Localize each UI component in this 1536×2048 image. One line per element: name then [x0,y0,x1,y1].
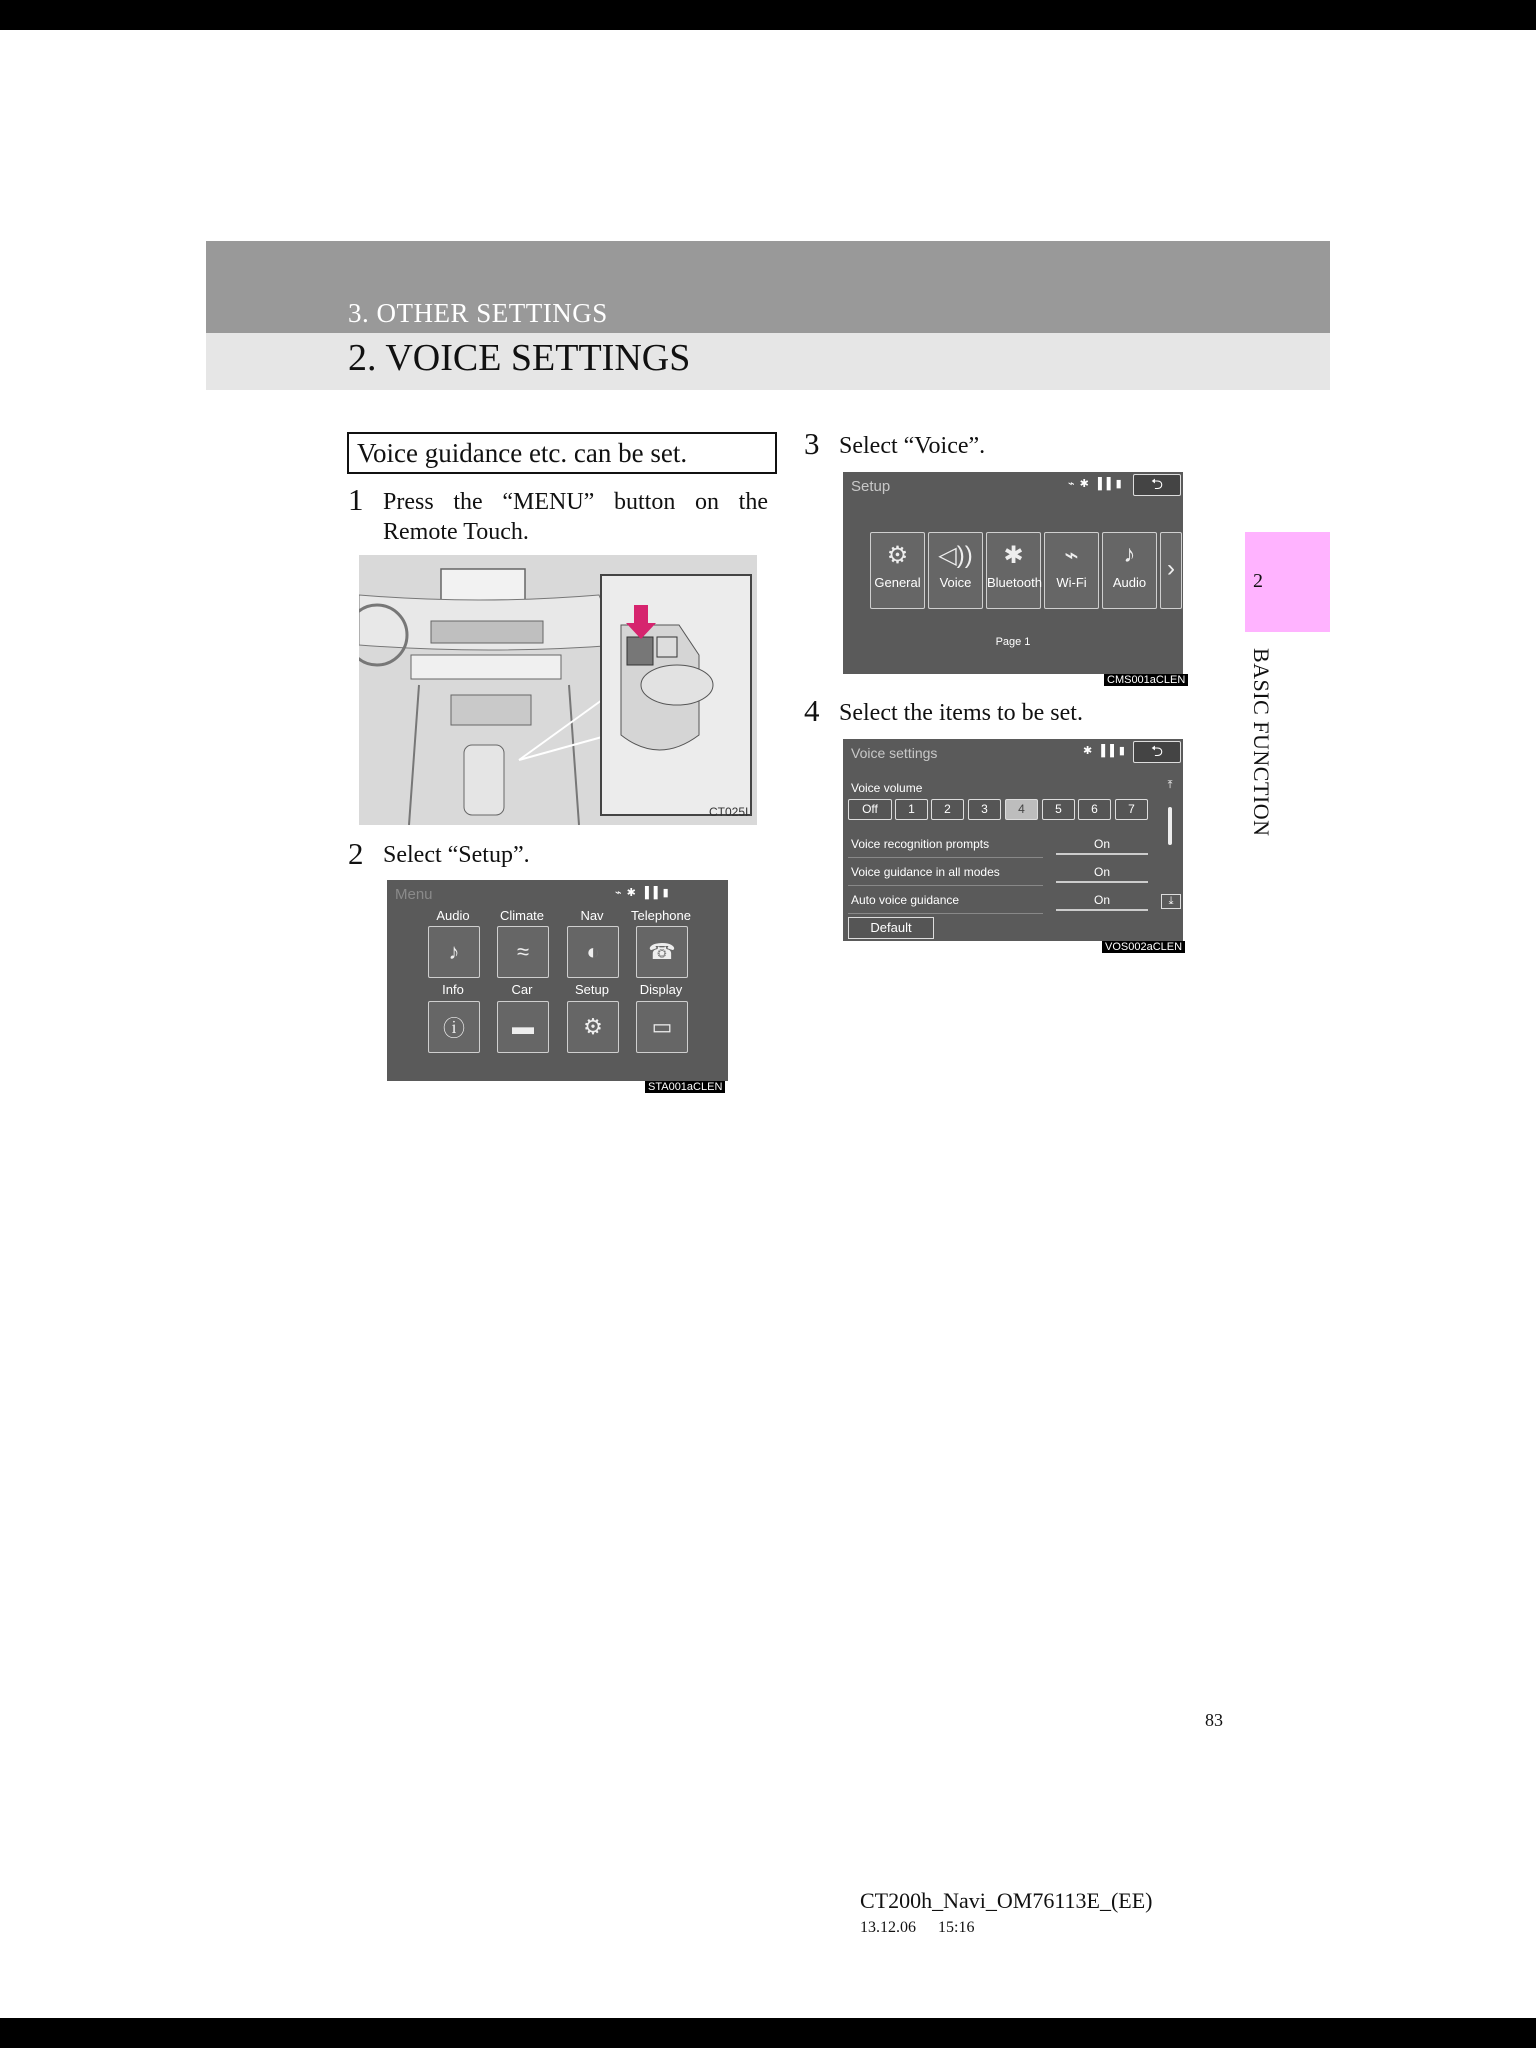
footer-document-id: CT200h_Navi_OM76113E_(EE) [860,1888,1153,1913]
menu-telephone-button[interactable] [636,926,688,978]
wifi-icon: ⌁ [1064,542,1079,569]
figure-code: CT025I [709,805,749,819]
setup-voice-button[interactable] [928,532,983,609]
menu-label-display: Display [639,982,683,997]
setup-wifi-button[interactable] [1044,532,1099,609]
setup-general-label: General [874,575,921,590]
page-number: 83 [1205,1710,1223,1730]
speaker-icon: ◁)) [938,542,973,569]
chapter-number: 2 [1253,570,1263,592]
page-title: 2. VOICE SETTINGS [348,337,691,379]
default-button[interactable]: Default [848,917,934,939]
setup-audio-button[interactable] [1102,532,1157,609]
menu-label-audio: Audio [436,908,470,923]
next-page-button[interactable] [1160,532,1182,609]
chapter-label: BASIC FUNCTION [1249,648,1274,837]
step-1-text: Press the “MENU” button on the Remote Touch. [383,489,768,545]
status-icons: ✱ ▐▐ ▮ [1083,745,1126,757]
volume-1-button[interactable]: 1 [895,799,928,820]
auto-voice-guidance-toggle[interactable]: On [1093,893,1110,907]
scroll-up-icon[interactable]: ⤒ [1167,779,1173,791]
music-note-icon: ♪ [1123,541,1136,568]
scrollbar[interactable] [1168,807,1172,845]
music-note-icon: ♪ [448,939,460,964]
volume-4-button[interactable]: 4 [1005,799,1038,820]
status-icons: ⌁ ✱ ▐▐ ▮ [615,887,670,899]
dashboard-drawing [359,555,757,825]
setup-screen-title: Setup [851,478,891,495]
footer-date: 13.12.06 [860,1919,916,1936]
voice-guidance-all-modes-label: Voice guidance in all modes [851,865,1000,879]
voice-recognition-prompts-toggle[interactable]: On [1093,837,1110,851]
toggle-underline [1056,909,1148,911]
setup-gear-icon: ⚙ [583,1014,603,1039]
voice-guidance-all-modes-toggle[interactable]: On [1093,865,1110,879]
step-2-number: 2 [348,836,364,871]
monitor-icon: ▭ [651,1014,673,1039]
remote-touch-illustration [359,555,757,825]
step-1-number: 1 [348,482,364,517]
menu-label-setup: Setup [575,982,609,997]
intro-box: Voice guidance etc. can be set. [347,432,777,474]
page-indicator: Page 1 [995,636,1031,648]
car-icon: ▬ [512,1014,534,1039]
back-arrow-icon: ⮌ [1150,476,1163,493]
bluetooth-icon: ✱ [1003,542,1024,569]
step-2-text: Select “Setup”. [383,842,530,868]
setup-general-button[interactable] [870,532,925,609]
figure-code: VOS002aCLEN [1102,941,1185,953]
row-divider [848,885,1043,886]
figure-code: STA001aCLEN [645,1081,725,1093]
volume-7-button[interactable]: 7 [1115,799,1148,820]
volume-2-button[interactable]: 2 [931,799,964,820]
menu-label-info: Info [442,982,464,997]
step-3-number: 3 [804,426,820,461]
menu-label-telephone: Telephone [631,908,691,923]
menu-display-button[interactable] [636,1001,688,1053]
setup-bluetooth-button[interactable] [986,532,1041,609]
chevron-right-icon: › [1167,555,1175,582]
setup-bluetooth-label: Bluetooth [987,575,1042,590]
menu-setup-button[interactable] [567,1001,619,1053]
menu-label-climate: Climate [499,908,545,923]
voice-volume-label: Voice volume [851,781,923,795]
back-arrow-icon: ⮌ [1150,743,1163,760]
status-icons: ⌁ ✱ ▐▐ ▮ [1068,478,1123,490]
step-4-number: 4 [804,693,820,728]
menu-info-button[interactable] [428,1001,480,1053]
step-4-text: Select the items to be set. [839,700,1083,726]
setup-audio-label: Audio [1112,575,1147,590]
menu-screen-title: Menu [395,886,433,903]
row-divider [848,913,1043,914]
toggle-underline [1056,881,1148,883]
menu-screen [387,880,728,1081]
back-button[interactable] [1133,741,1181,763]
volume-6-button[interactable]: 6 [1078,799,1111,820]
bottom-border [0,2018,1536,2048]
footer-time: 15:16 [938,1919,975,1936]
menu-car-button[interactable] [497,1001,549,1053]
volume-off-button[interactable]: Off [848,799,892,820]
info-icon: ⓘ [442,1015,465,1041]
voice-settings-title: Voice settings [851,745,938,761]
setup-wifi-label: Wi-Fi [1056,575,1087,590]
voice-recognition-prompts-label: Voice recognition prompts [851,837,990,851]
figure-code: CMS001aCLEN [1104,674,1188,686]
row-divider [848,857,1043,858]
back-button[interactable] [1133,474,1181,496]
seat-airflow-icon: ≈ [516,939,530,964]
setup-voice-label: Voice [939,575,972,590]
general-settings-icon: ⚙ [886,542,909,569]
volume-3-button[interactable]: 3 [968,799,1001,820]
auto-voice-guidance-label: Auto voice guidance [851,893,960,907]
section-heading: 3. OTHER SETTINGS [348,298,608,328]
menu-audio-button[interactable] [428,926,480,978]
toggle-underline [1056,853,1148,855]
step-3-text: Select “Voice”. [839,433,986,459]
menu-label-nav: Nav [580,908,604,923]
voice-settings-screen [843,739,1183,941]
top-border [0,0,1536,30]
scroll-down-icon[interactable]: ⤓ [1161,894,1181,909]
menu-climate-button[interactable] [497,926,549,978]
menu-label-car: Car [511,982,533,997]
volume-5-button[interactable]: 5 [1042,799,1075,820]
footer-timestamp [860,1919,996,1937]
compass-icon: ◐ [586,939,600,964]
menu-nav-button[interactable] [567,926,619,978]
phone-icon: ☎ [648,939,676,964]
setup-screen [843,472,1183,674]
